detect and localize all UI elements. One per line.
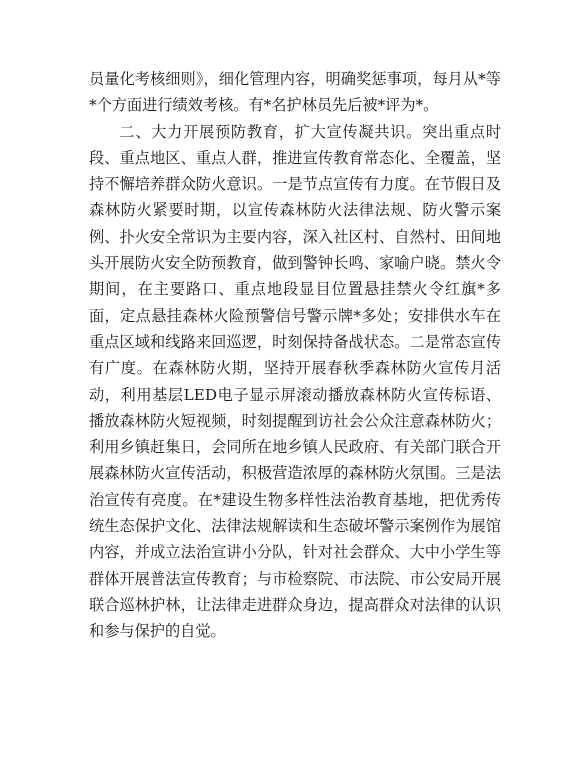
paragraph-section-two: 二、大力开展预防教育，扩大宣传凝共识。突出重点时段、重点地区、重点人群，推进宣传教育常态化、全覆盖，坚持不懈培养群众防火意识。一是节点宣传有力度。在节假日及森林防火紧要时期，以宣传森林防火法律法规、防火警示案例、扑火安全常识为主要内容，深入社区村、自然村、田间地头开展防火安全防预教育，做到警钟长鸣、家喻户晓。禁火令期间，在主要路口、重点地段显目位置悬挂禁火令红旗*多面，定点悬挂森林火险预警信号警示牌*多处；安排供水车在重点区域和线路来回巡逻，时刻保持备战状态。二是常态宣传有广度。在森林防火期，坚持开展春秋季森林防火宣传月活动，利用基层LED电子显示屏滚动播放森林防火宣传标语、播放森林防火短视频，时刻提醒到访社会公众注意森林防火；利用乡镇赶集日，会同所在地乡镇人民政府、有关部门联合开展森林防火宣传活动，积极营造浓厚的森林防火氛围。三是法治宣传有亮度。在*建设生物多样性法治教育基地，把优秀传统生态保护文化、法律法规解读和生态破坏警示案例作为展馆内容，并成立法治宣讲小分队，针对社会群众、大中小学生等群体开展普法宣传教育；与市检察院、市法院、市公安局开展联合巡林护林，让法律走进群众身边，提高群众对法律的认识和参与保护的自觉。	[89, 122, 501, 641]
document-body	[89, 66, 501, 645]
paragraph-continuation: 员量化考核细则》，细化管理内容，明确奖惩事项，每月从*等*个方面进行绩效考核。有*名护林员先后被*评为*。	[89, 70, 501, 115]
